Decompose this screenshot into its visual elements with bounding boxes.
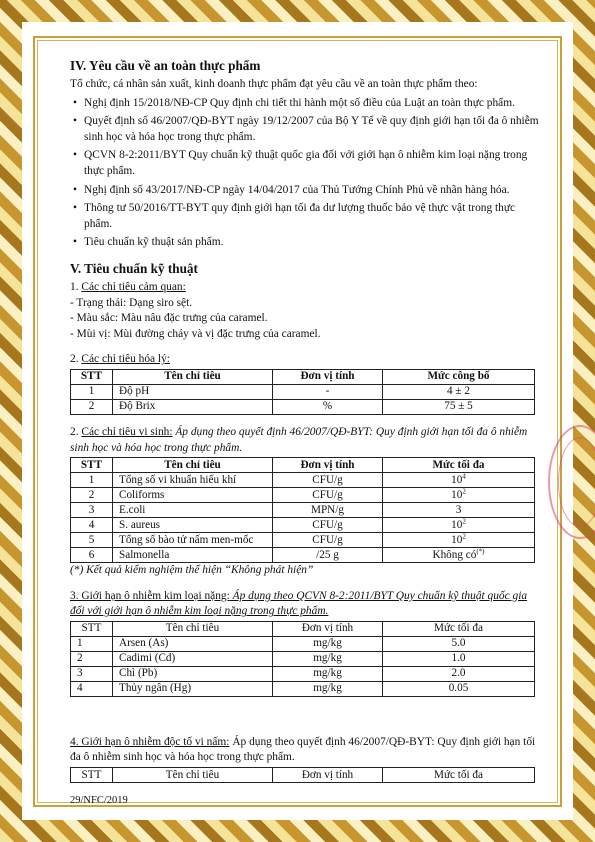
table-row: 2 Coliforms CFU/g $10^2$ <box>71 488 535 503</box>
table-row: 1 Arsen (As) mg/kg 5.0 <box>71 636 535 651</box>
bullet-item: • Nghị định số 43/2017/NĐ-CP ngày 14/04/2017 của Thủ Tướng Chính Phủ về nhãn hàng hóa. <box>70 183 540 199</box>
micro-table <box>70 457 535 563</box>
bullet-item: • QCVN 8-2:2011/BYT Quy chuẩn kỹ thuật quốc gia đối với giới hạn ô nhiễm kim loại nặng trong thực phẩm. <box>70 148 540 179</box>
table-row: 3 Chì (Pb) mg/kg 2.0 <box>71 666 535 681</box>
sensory-item: - Trạng thái: Dạng siro sệt. <box>70 296 193 309</box>
section-4-intro: Tổ chức, cá nhân sản xuất, kinh doanh thực phẩm đạt yêu cầu về an toàn thực phẩm theo: <box>70 78 478 90</box>
table-row: 5 Tổng số bào tử nấm men-mốc CFU/g $10^2$ <box>71 533 535 548</box>
table-row: 1 Tổng số vi khuẩn hiếu khí CFU/g $10^4$ <box>71 473 535 488</box>
sensory-title: 1. Các chỉ tiêu cảm quan: <box>70 280 186 293</box>
table-row: 3 E.coli MPN/g 3 <box>71 503 535 518</box>
metal-title: 3. Giới hạn ô nhiễm kim loại nặng: Áp dụng theo QCVN 8-2:2011/BYT Quy chuẩn kỹ thuật quốc gia đối với giới hạn ô nhiễm kim loại nặng trong thực phẩm. <box>70 589 528 618</box>
bullet-item: • Nghị định 15/2018/NĐ-CP Quy định chi tiết thi hành một số điều của Luật an toàn thực phẩm. <box>70 96 540 112</box>
table-header-row: STT Tên chỉ tiêu Đơn vị tính Mức tối đa <box>71 458 535 473</box>
table-row: 2 Cadimi (Cd) mg/kg 1.0 <box>71 651 535 666</box>
physchem-title: 2. Các chỉ tiêu hóa lý: <box>70 353 170 366</box>
bullet-item: • Thông tư 50/2016/TT-BYT quy định giới hạn tối đa dư lượng thuốc bảo vệ thực vật trong thực phẩm. <box>70 201 540 232</box>
table-header-row: STT Tên chỉ tiêu Đơn vị tính Mức tối đa <box>71 621 535 636</box>
table-row: 4 Thủy ngân (Hg) mg/kg 0.05 <box>71 681 535 696</box>
toxin-title: 4. Giới hạn ô nhiễm độc tố vi nấm: Áp dụng theo quyết định 46/2007/QĐ-BYT: Quy định giới hạn tối đa ô nhiễm sinh học và hóa học trong thực phẩm. <box>70 735 536 764</box>
section-5-heading: V. Tiêu chuẩn kỹ thuật <box>70 260 198 276</box>
document-code: 29/NFC/2019 <box>70 795 128 806</box>
section-4-heading: IV. Yêu cầu về an toàn thực phẩm <box>70 58 261 73</box>
table-header-row: STT Tên chỉ tiêu Đơn vị tính Mức tối đa <box>71 768 535 783</box>
sensory-item: - Mùi vị: Mùi đường cháy và vị đặc trưng của caramel. <box>70 327 321 340</box>
toxin-table <box>70 767 535 783</box>
sensory-item: - Màu sắc: Màu nâu đặc trưng của caramel. <box>70 312 268 325</box>
bullet-item: • Quyết định số 46/2007/QĐ-BYT ngày 19/12/2007 của Bộ Y Tế về quy định giới hạn tối đa ô nhiễm sinh học và hóa học trong thực phẩm. <box>70 114 540 145</box>
bullet-item: • Tiêu chuẩn kỹ thuật sản phẩm. <box>70 235 540 251</box>
table-row: 6 Salmonella /25 g Không có(*) <box>71 548 535 563</box>
micro-title: 2. Các chỉ tiêu vi sinh: Áp dụng theo quyết định 46/2007/QĐ-BYT: Quy định giới hạn tối đa ô nhiễm sinh học và hóa học trong thực phẩm. <box>70 425 528 454</box>
table-row: 1 Độ pH - 4 ± 2 <box>71 384 535 399</box>
metal-table <box>70 621 535 697</box>
table-row: 2 Độ Brix % 75 ± 5 <box>71 399 535 414</box>
table-header-row: STT Tên chỉ tiêu Đơn vị tính Mức công bố <box>71 369 535 384</box>
micro-note: (*) Kết quả kiểm nghiệm thể hiện “Không phát hiện” <box>70 564 314 577</box>
document-body <box>70 58 540 783</box>
physchem-table <box>70 369 535 415</box>
table-row: 4 S. aureus CFU/g $10^2$ <box>71 518 535 533</box>
